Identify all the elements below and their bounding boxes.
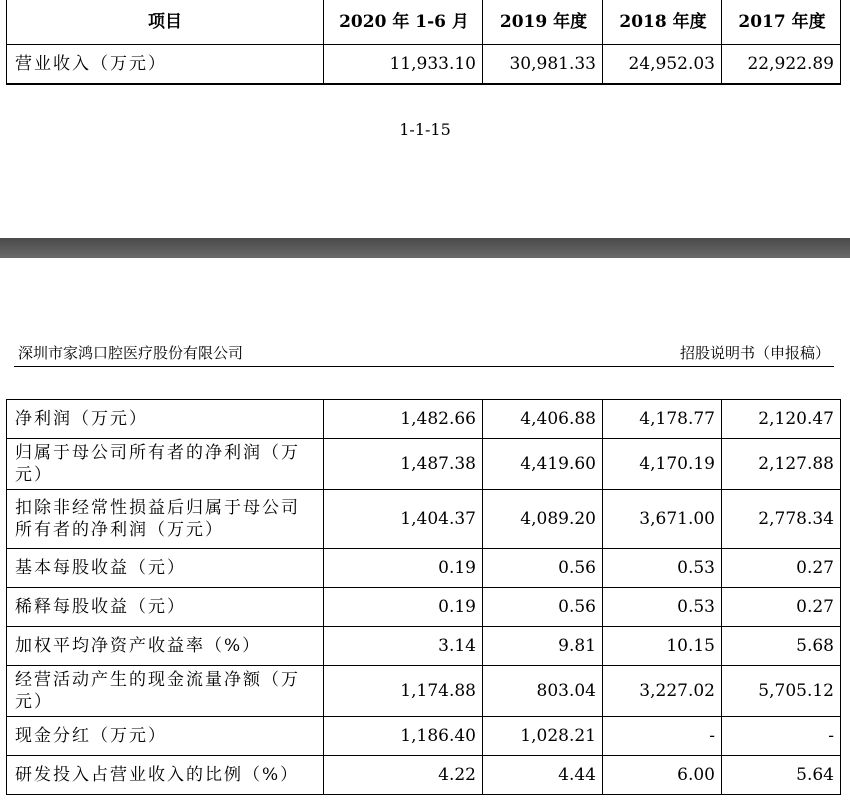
cell-value: 1,174.88 [324, 666, 483, 717]
page-top [0, 0, 850, 238]
row-label: 经营活动产生的现金流量净额（万元） [7, 666, 324, 717]
row-label: 研发投入占营业收入的比例（%） [7, 756, 324, 795]
row-label: 稀释每股收益（元） [7, 588, 324, 627]
row-label: 营业收入（万元） [7, 44, 324, 84]
cell-value: 9.81 [483, 627, 603, 666]
cell-value: - [722, 717, 841, 756]
row-label: 加权平均净资产收益率（%） [7, 627, 324, 666]
company-name: 深圳市家鸿口腔医疗股份有限公司 [18, 344, 244, 362]
cell-value: 0.27 [722, 588, 841, 627]
row-label: 扣除非经常性损益后归属于母公司所有者的净利润（万元） [7, 490, 324, 549]
row-label: 基本每股收益（元） [7, 549, 324, 588]
page-separator [0, 238, 850, 258]
row-label: 现金分红（万元） [7, 717, 324, 756]
cell-value: 0.56 [483, 588, 603, 627]
financial-table-bottom [6, 399, 841, 795]
table-row [7, 400, 841, 439]
cell-value: 0.19 [324, 549, 483, 588]
cell-value: 0.53 [603, 549, 722, 588]
cell-value: 4,178.77 [603, 400, 722, 439]
cell-value: 1,482.66 [324, 400, 483, 439]
cell-value: 4,089.20 [483, 490, 603, 549]
header-2017: 2017 年度 [722, 0, 841, 44]
cell-value: 3.14 [324, 627, 483, 666]
cell-value: 0.19 [324, 588, 483, 627]
cell-value: 2,127.88 [722, 439, 841, 490]
table-row [7, 588, 841, 627]
document-header [14, 340, 834, 367]
table-row [7, 549, 841, 588]
cell-value: 1,186.40 [324, 717, 483, 756]
cell-value: 0.53 [603, 588, 722, 627]
document-type: 招股说明书（申报稿） [679, 344, 830, 362]
cell-value: 4,419.60 [483, 439, 603, 490]
cell-value: 22,922.89 [722, 44, 841, 84]
table-row [7, 717, 841, 756]
cell-value: 2,778.34 [722, 490, 841, 549]
header-item: 项目 [7, 0, 324, 44]
cell-value: 11,933.10 [324, 44, 483, 84]
financial-table-top [6, 0, 841, 85]
table-row [7, 439, 841, 490]
table-row [7, 627, 841, 666]
cell-value: 1,028.21 [483, 717, 603, 756]
cell-value: 3,227.02 [603, 666, 722, 717]
table-row [7, 490, 841, 549]
cell-value: 0.27 [722, 549, 841, 588]
cell-value: 4,170.19 [603, 439, 722, 490]
page-number: 1-1-15 [399, 120, 451, 139]
row-label: 归属于母公司所有者的净利润（万元） [7, 439, 324, 490]
cell-value: 803.04 [483, 666, 603, 717]
cell-value: 2,120.47 [722, 400, 841, 439]
cell-value: 5,705.12 [722, 666, 841, 717]
cell-value: 4,406.88 [483, 400, 603, 439]
table-header-row [7, 0, 841, 44]
cell-value: 6.00 [603, 756, 722, 795]
cell-value: 4.44 [483, 756, 603, 795]
header-2018: 2018 年度 [603, 0, 722, 44]
cell-value: 0.56 [483, 549, 603, 588]
page-bottom [0, 258, 850, 801]
table-row [7, 666, 841, 717]
cell-value: 1,404.37 [324, 490, 483, 549]
cell-value: 1,487.38 [324, 439, 483, 490]
cell-value: 10.15 [603, 627, 722, 666]
table-row [7, 44, 841, 84]
row-label: 净利润（万元） [7, 400, 324, 439]
cell-value: 30,981.33 [483, 44, 603, 84]
cell-value: 3,671.00 [603, 490, 722, 549]
cell-value: 24,952.03 [603, 44, 722, 84]
header-2020h1: 2020 年 1-6 月 [324, 0, 483, 44]
table-row [7, 756, 841, 795]
cell-value: 4.22 [324, 756, 483, 795]
cell-value: - [603, 717, 722, 756]
cell-value: 5.68 [722, 627, 841, 666]
cell-value: 5.64 [722, 756, 841, 795]
header-2019: 2019 年度 [483, 0, 603, 44]
